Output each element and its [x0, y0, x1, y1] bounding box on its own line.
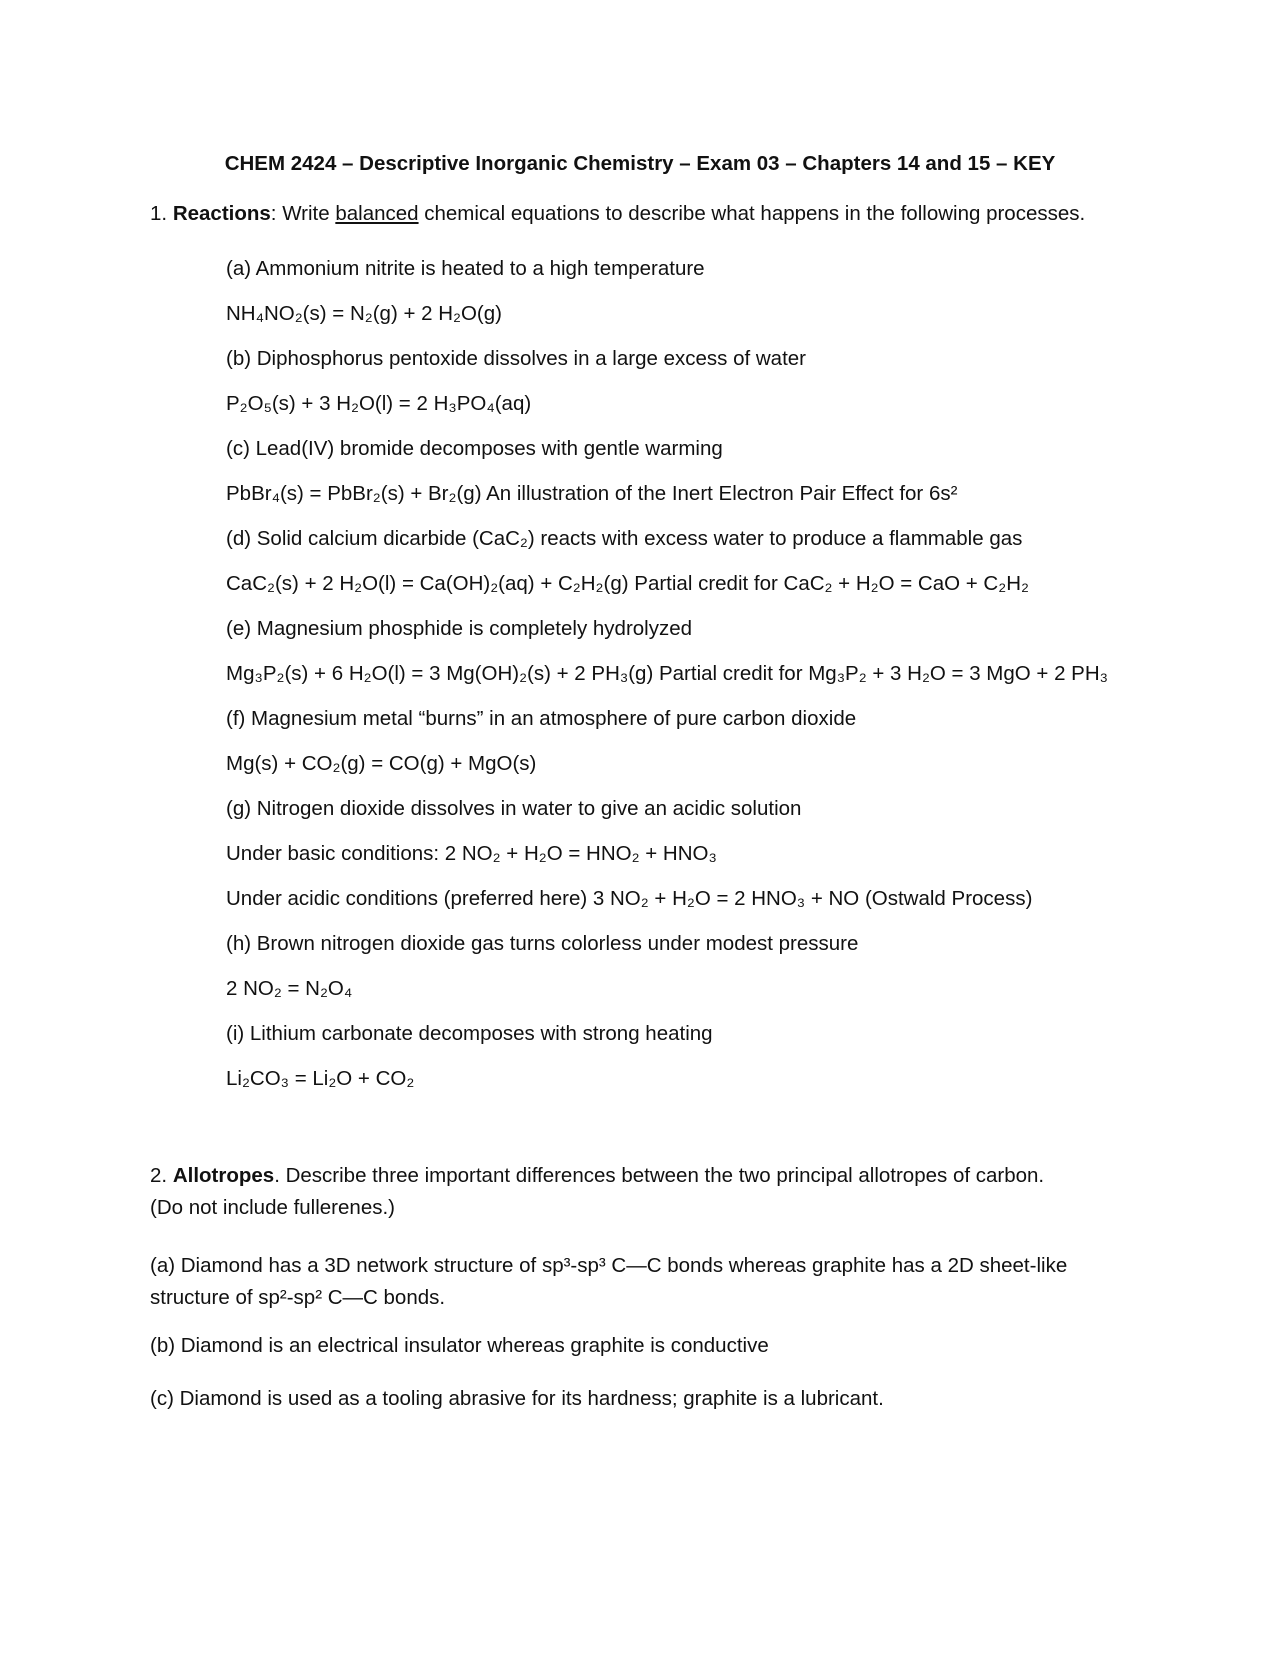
question-2-intro-note: (Do not include fullerenes.)	[150, 1196, 395, 1219]
question-number: 1.	[150, 202, 168, 225]
question-number: 2.	[150, 1164, 168, 1187]
item-h-prompt: (h) Brown nitrogen dioxide gas turns colorless under modest pressure	[226, 932, 859, 955]
item-g-answer-acidic: Under acidic conditions (preferred here) 3 NO₂ + H₂O = 2 HNO₃ + NO (Ostwald Process)	[226, 887, 1033, 910]
question-2-intro	[150, 1165, 1044, 1188]
question-1-intro	[150, 203, 1085, 226]
item-e-prompt: (e) Magnesium phosphide is completely hydrolyzed	[226, 617, 693, 640]
item-a-prompt: (a) Ammonium nitrite is heated to a high temperature	[226, 257, 705, 280]
item-c-answer: PbBr₄(s) = PbBr₂(s) + Br₂(g) An illustration of the Inert Electron Pair Effect for 6s²	[226, 482, 958, 505]
underlined-word: balanced	[335, 202, 419, 225]
item-e-answer: Mg₃P₂(s) + 6 H₂O(l) = 3 Mg(OH)₂(s) + 2 PH₃(g) Partial credit for Mg₃P₂ + 3 H₂O = 3 MgO + 2 PH₃	[226, 662, 1109, 685]
answer-a: (a) Diamond has a 3D network structure of sp³-sp³ C—C bonds whereas graphite has a 2D sheet-like structure of sp²-sp² C—C bonds.	[150, 1254, 1068, 1309]
item-f-prompt: (f) Magnesium metal “burns” in an atmosphere of pure carbon dioxide	[226, 707, 857, 730]
intro-text: . Describe three important differences between the two principal allotropes of carbon.	[274, 1164, 1045, 1187]
item-c-prompt: (c) Lead(IV) bromide decomposes with gentle warming	[226, 437, 723, 460]
item-a-answer: NH₄NO₂(s) = N₂(g) + 2 H₂O(g)	[226, 302, 502, 325]
answer-b: (b) Diamond is an electrical insulator whereas graphite is conductive	[150, 1334, 769, 1357]
intro-text-rest: chemical equations to describe what happens in the following processes.	[418, 202, 1086, 225]
item-g-prompt: (g) Nitrogen dioxide dissolves in water to give an acidic solution	[226, 797, 802, 820]
item-g-answer-basic: Under basic conditions: 2 NO₂ + H₂O = HNO₂ + HNO₃	[226, 842, 717, 865]
page-title: CHEM 2424 – Descriptive Inorganic Chemistry – Exam 03 – Chapters 14 and 15 – KEY	[224, 152, 1056, 175]
question-heading: Reactions	[172, 202, 271, 225]
item-b-answer: P₂O₅(s) + 3 H₂O(l) = 2 H₃PO₄(aq)	[226, 392, 532, 415]
intro-text: : Write	[270, 202, 336, 225]
item-h-answer: 2 NO₂ = N₂O₄	[226, 977, 353, 1000]
item-d-answer: CaC₂(s) + 2 H₂O(l) = Ca(OH)₂(aq) + C₂H₂(g) Partial credit for CaC₂ + H₂O = CaO + C₂H₂	[226, 572, 1029, 595]
answer-c: (c) Diamond is used as a tooling abrasive for its hardness; graphite is a lubricant.	[150, 1387, 884, 1410]
item-b-prompt: (b) Diphosphorus pentoxide dissolves in a large excess of water	[226, 347, 806, 370]
item-i-prompt: (i) Lithium carbonate decomposes with strong heating	[226, 1022, 713, 1045]
item-f-answer: Mg(s) + CO₂(g) = CO(g) + MgO(s)	[226, 752, 537, 775]
question-heading: Allotropes	[172, 1164, 275, 1187]
item-d-prompt: (d) Solid calcium dicarbide (CaC₂) reacts with excess water to produce a flammable gas	[226, 527, 1023, 550]
item-i-answer: Li₂CO₃ = Li₂O + CO₂	[226, 1067, 415, 1090]
